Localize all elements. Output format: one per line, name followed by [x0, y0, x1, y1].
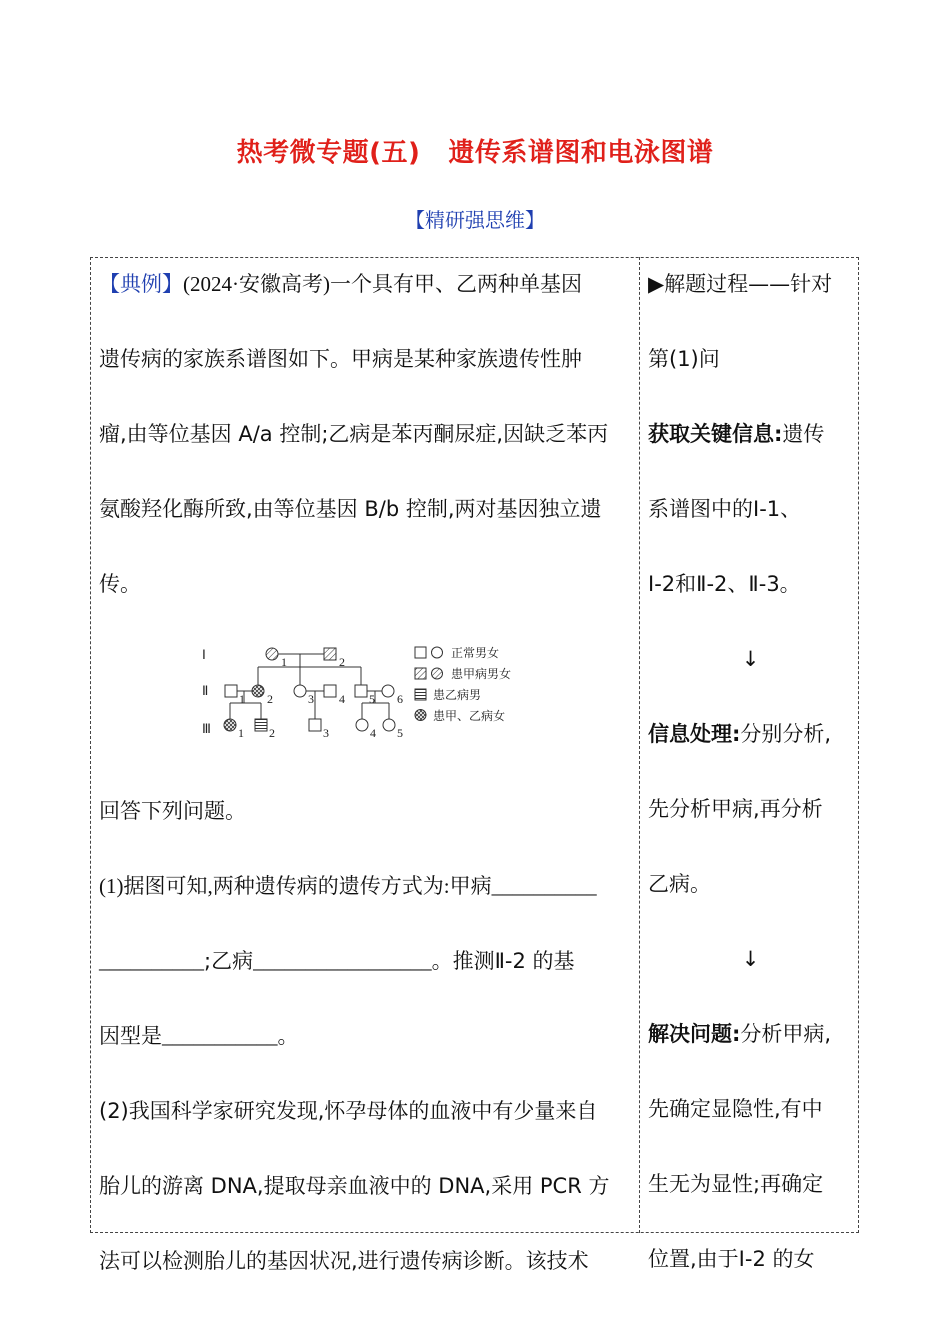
q1-text-3: 。推测Ⅱ-2 的基: [431, 949, 575, 973]
solve-line-2: 先确定显隐性,有中: [648, 1097, 823, 1121]
example-line-4: 氨酸羟化酶所致,由等位基因 B/b 控制,两对基因独立遗: [99, 497, 602, 521]
legend-both-female-symbol: [415, 710, 426, 721]
gen2-male-5: [355, 685, 367, 697]
example-label: 【典例】: [99, 272, 183, 296]
q1-text-1: (1)据图可知,两种遗传病的遗传方式为:甲病: [99, 874, 492, 898]
example-line-2: 遗传病的家族系谱图如下。甲病是某种家族遗传性肿: [99, 347, 582, 371]
process-line-1: [648, 712, 853, 787]
title-part1: 热考微专题(五): [236, 138, 421, 168]
question1-line-2: [99, 939, 631, 1014]
solve-line-4: 位置,由于Ⅰ-2 的女: [648, 1247, 815, 1271]
example-line-5: 传。: [99, 572, 141, 596]
q1-text-5: 。: [277, 1024, 299, 1048]
question2-line-2: 胎儿的游离 DNA,提取母亲血液中的 DNA,采用 PCR 方: [99, 1174, 610, 1198]
gen2-num-4: 4: [339, 692, 345, 706]
sidebar-line-1: ▶解题过程——针对: [648, 272, 833, 296]
gen3-male-2: [255, 719, 267, 731]
legend-normal-label: 正常男女: [451, 646, 500, 660]
legend-disease-b-label: 患乙病男: [433, 688, 482, 702]
example-line-3: 瘤,由等位基因 A/a 控制;乙病是苯丙酮尿症,因缺乏苯丙: [99, 422, 609, 446]
answer-blank-3[interactable]: ___________: [162, 1024, 278, 1048]
solve-line-1: [648, 1012, 853, 1087]
gen2-num-2: 2: [267, 692, 273, 706]
process-text-1: 分别分析,: [740, 722, 832, 746]
gen3-num-4: 4: [370, 726, 376, 740]
solution-sidebar: [648, 262, 853, 1312]
solve-label: 解决问题:: [648, 1022, 741, 1046]
gen2-num-3: 3: [308, 692, 314, 706]
gen-label-3: Ⅲ: [202, 721, 211, 736]
page-title: [0, 132, 950, 169]
gen-label-1: Ⅰ: [202, 647, 206, 662]
gen2-female-2: [252, 685, 264, 697]
info-line-3: Ⅰ-2和Ⅱ-2、Ⅱ-3。: [648, 572, 801, 596]
gen3-female-5: [383, 719, 395, 731]
question2-line-3: 法可以检测胎儿的基因状况,进行遗传病诊断。该技术: [99, 1249, 589, 1273]
gen1-num-2: 2: [339, 655, 345, 669]
gen3-num-5: 5: [397, 726, 403, 740]
legend-normal-female-symbol: [432, 647, 443, 658]
sidebar-line-2: 第(1)问: [648, 347, 720, 371]
gen2-male-1: [225, 685, 237, 697]
gen-label-2: Ⅱ: [202, 683, 209, 698]
gen3-female-1: [224, 719, 236, 731]
solve-line-3: 生无为显性;再确定: [648, 1172, 824, 1196]
gen1-female-1: [266, 648, 278, 660]
question1-line-1: [99, 864, 631, 939]
gen2-female-6: [382, 685, 394, 697]
legend-disease-a-male-symbol: [415, 668, 426, 679]
gen2-female-3: [294, 685, 306, 697]
example-line-1: [99, 262, 631, 337]
info-text-1: 遗传: [782, 422, 825, 446]
question2-line-1: (2)我国科学家研究发现,怀孕母体的血液中有少量来自: [99, 1099, 598, 1123]
gen3-num-3: 3: [323, 726, 329, 740]
q1-text-4: 因型是: [99, 1024, 162, 1048]
section-subtitle: 【精研强思维】: [405, 208, 545, 232]
answer-blank-1-cont[interactable]: __________: [99, 949, 204, 973]
legend-disease-a-female-symbol: [432, 668, 443, 679]
gen1-male-2: [324, 648, 336, 660]
gen3-num-1: 1: [238, 726, 244, 740]
answer-blank-2[interactable]: _________________: [253, 949, 432, 973]
gen2-num-5: 5: [369, 692, 375, 706]
process-line-3: 乙病。: [648, 872, 711, 896]
pedigree-figure: [99, 637, 631, 789]
down-arrow-icon-2: ↓: [741, 947, 760, 971]
gen3-male-3: [309, 719, 321, 731]
example-column: [99, 262, 631, 1314]
gen2-num-1: 1: [239, 692, 245, 706]
gen1-num-1: 1: [281, 655, 287, 669]
gen2-male-4: [324, 685, 336, 697]
gen2-num-6: 6: [397, 692, 403, 706]
legend-disease-b-male-symbol: [415, 689, 426, 700]
question1-line-3: [99, 1014, 631, 1089]
info-line-1: [648, 412, 853, 487]
gen3-female-4: [356, 719, 368, 731]
legend-both-label: 患甲、乙病女: [433, 709, 506, 723]
title-part2: 遗传系谱图和电泳图谱: [448, 138, 714, 168]
pedigree-chart: [199, 637, 639, 747]
after-figure-line: 回答下列问题。: [99, 799, 246, 823]
legend-normal-male-symbol: [415, 647, 426, 658]
info-line-2: 系谱图中的Ⅰ-1、: [648, 497, 802, 521]
answer-blank-1[interactable]: __________: [491, 874, 597, 898]
info-label: 获取关键信息:: [648, 422, 783, 446]
legend-disease-a-label: 患甲病男女: [451, 667, 512, 681]
column-divider: [639, 257, 640, 1233]
example-source: (2024·安徽高考): [183, 272, 330, 296]
down-arrow-icon: ↓: [741, 647, 760, 671]
solve-text-1: 分析甲病,: [740, 1022, 832, 1046]
process-line-2: 先分析甲病,再分析: [648, 797, 823, 821]
q1-text-2: ;乙病: [204, 949, 254, 973]
gen3-num-2: 2: [269, 726, 275, 740]
example-text: 一个具有甲、乙两种单基因: [329, 272, 582, 296]
process-label: 信息处理:: [648, 722, 741, 746]
